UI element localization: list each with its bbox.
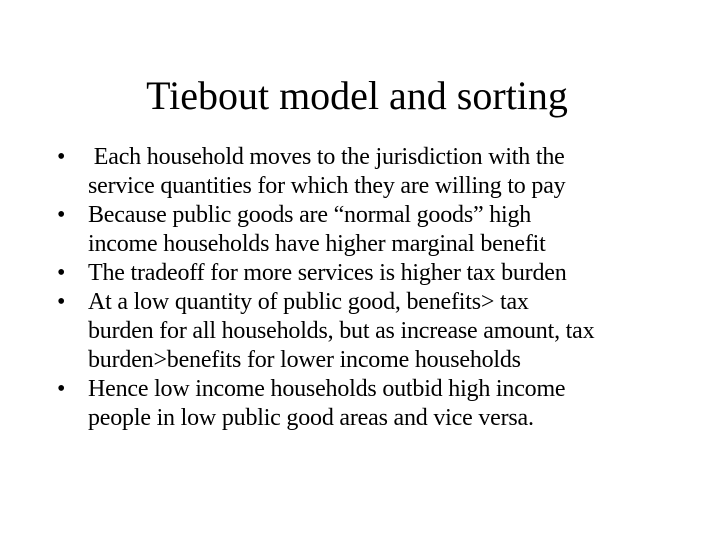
bullet-icon: • [57,376,66,402]
bullet-item [57,201,707,259]
bullet-text-line: burden for all households, but as increase amount, tax [88,318,595,344]
bullet-icon: • [57,260,66,286]
bullet-text-line: burden>benefits for lower income households [88,347,521,373]
bullet-text-line: The tradeoff for more services is higher tax burden [88,260,567,286]
bullet-text-line: Because public goods are “normal goods” high [88,202,532,228]
bullet-list [57,143,707,433]
bullet-text-line: At a low quantity of public good, benefits> tax [88,289,529,315]
bullet-item [57,375,707,433]
bullet-text-line: income households have higher marginal benefit [88,231,546,257]
bullet-item [57,288,707,375]
bullet-icon: • [57,202,66,228]
bullet-text-line: Each household moves to the jurisdiction with the [88,144,565,170]
bullet-text-line: service quantities for which they are willing to pay [88,173,566,199]
bullet-text-line: Hence low income households outbid high income [88,376,566,402]
bullet-text-line: people in low public good areas and vice versa. [88,405,534,431]
slide-title: Tiebout model and sorting [146,73,568,118]
bullet-icon: • [57,144,66,170]
bullet-icon: • [57,289,66,315]
bullet-item [57,143,707,201]
bullet-item [57,259,707,288]
